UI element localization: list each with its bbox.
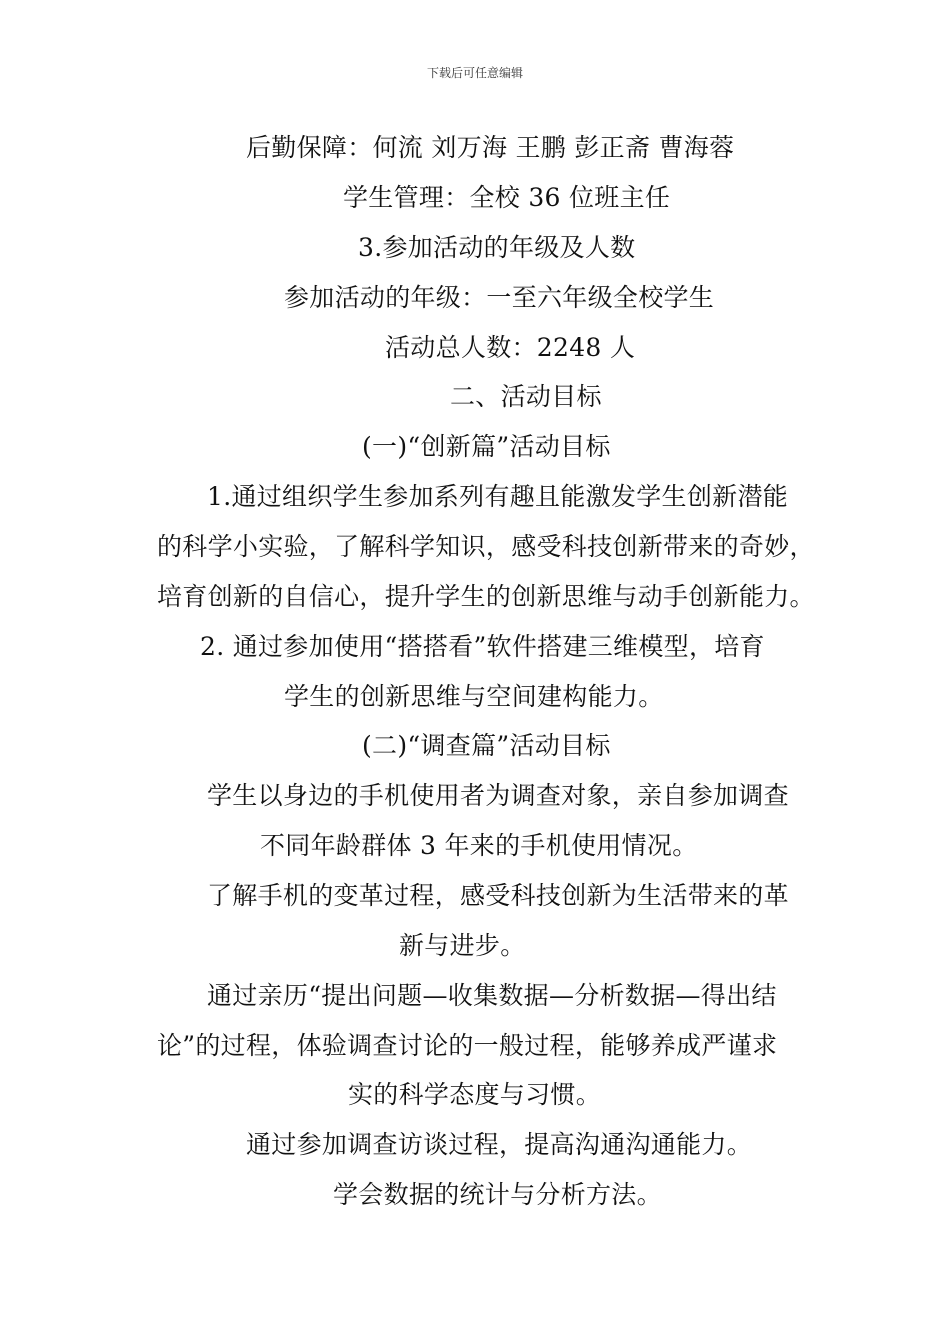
paragraph-line: 论”的过程，体验调查讨论的一般过程，能够养成严谨求 (157, 1031, 778, 1060)
subheading-innovation: (一)“创新篇”活动目标 (362, 432, 611, 461)
subheading-survey: (二)“调查篇”活动目标 (362, 731, 611, 760)
paragraph-line: 通过参加调查访谈过程，提高沟通沟通能力。 (246, 1130, 753, 1159)
section-heading-grades: 3.参加活动的年级及人数 (358, 233, 636, 262)
paragraph-line: 学会数据的统计与分析方法。 (333, 1180, 662, 1209)
paragraph-line: 培育创新的自信心，提升学生的创新思维与动手创新能力。 (157, 582, 815, 611)
paragraph-line: 新与进步。 (399, 931, 526, 960)
section-heading-goals: 二、活动目标 (450, 382, 602, 411)
student-management-line: 学生管理：全校 36 位班主任 (343, 183, 671, 212)
logistics-line: 后勤保障：何流 刘万海 王鹏 彭正斋 曹海蓉 (246, 133, 735, 162)
paragraph-line: 的科学小实验，了解科学知识，感受科技创新带来的奇妙， (157, 532, 815, 561)
paragraph-line: 通过亲历“提出问题—收集数据—分析数据—得出结 (207, 981, 777, 1010)
paragraph-line: 了解手机的变革过程，感受科技创新为生活带来的革 (207, 881, 789, 910)
grades-line: 参加活动的年级：一至六年级全校学生 (284, 283, 715, 312)
paragraph-line: 学生的创新思维与空间建构能力。 (284, 682, 664, 711)
paragraph-line: 不同年龄群体 3 年来的手机使用情况。 (260, 831, 698, 860)
page-header-note: 下载后可任意编辑 (426, 66, 523, 80)
paragraph-line: 学生以身边的手机使用者为调查对象，亲自参加调查 (207, 781, 789, 810)
paragraph-line: 实的科学态度与习惯。 (348, 1080, 602, 1109)
paragraph-line: 1.通过组织学生参加系列有趣且能激发学生创新潜能 (207, 482, 789, 511)
total-participants-line: 活动总人数：2248 人 (385, 333, 636, 362)
paragraph-line: 2. 通过参加使用“搭搭看”软件搭建三维模型，培育 (200, 632, 765, 661)
